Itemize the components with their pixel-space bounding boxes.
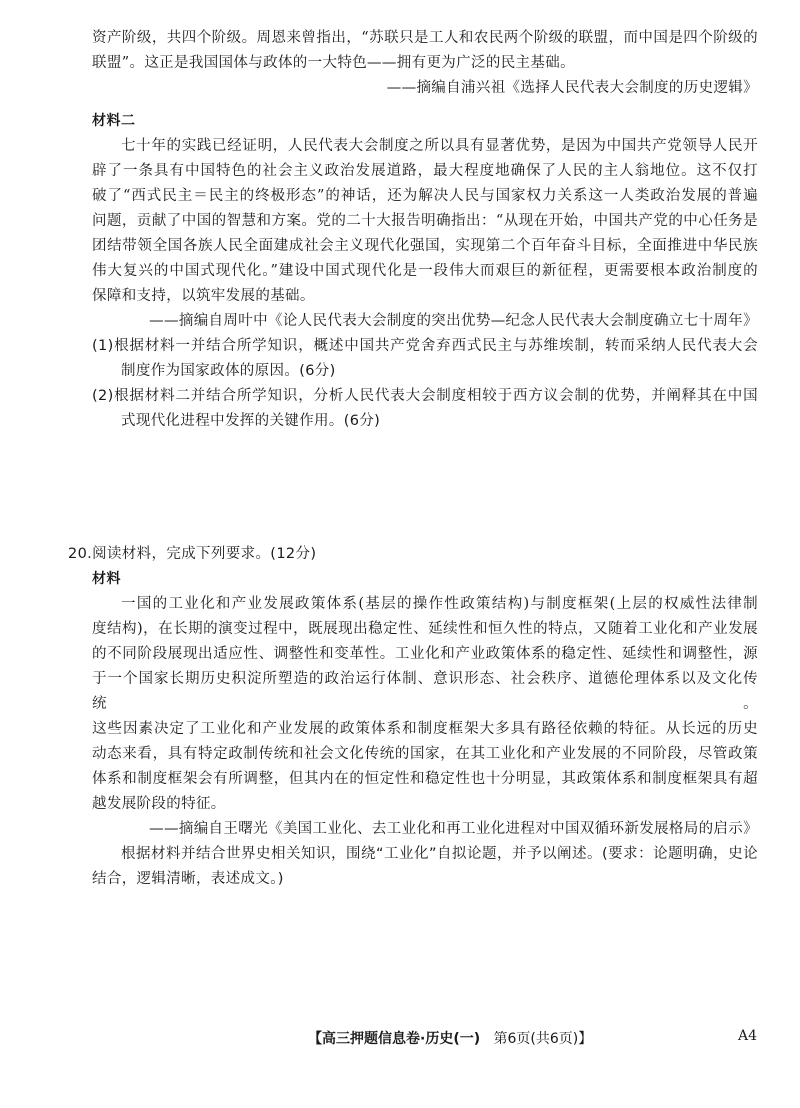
question-20-material-line: 这些因素决定了工业化和产业发展的政策体系和制度框架大多具有路径依赖的特征。从长远的历史 — [92, 721, 758, 737]
question-20-material-line: 一国的工业化和产业发展政策体系(基层的操作性政策结构)与制度框架(上层的权威性法律制 — [121, 596, 758, 612]
question-20-task-line: 根据材料并结合世界史相关知识，围绕“工业化”自拟论题，并予以阐述。(要求：论题明确，史论 — [121, 846, 758, 862]
question-20-source: ——摘编自王曙光《美国工业化、去工业化和再工业化进程对中国双循环新发展格局的启示》 — [149, 821, 758, 837]
material-two-source: ——摘编自周叶中《论人民代表大会制度的突出优势—纪念人民代表大会制度确立七十周年》 — [149, 313, 758, 329]
question-20-task-line: 结合，逻辑清晰，表述成文。) — [92, 871, 284, 887]
footer-page-number: 第6页(共6页)】 — [493, 1031, 593, 1047]
question-20-material-line: 于一个国家长期历史积淀所塑造的政治运行体制、意识形态、社会秩序、道德伦理体系以及文化传统。 — [92, 671, 758, 712]
material-two-heading: 材料二 — [92, 113, 136, 129]
material-two-line: 团结带领全国各族人民全面建成社会主义现代化强国，实现第二个百年奋斗目标，全面推进中华民族 — [92, 238, 758, 254]
question-19-1-line: (1)根据材料一并结合所学知识，概述中国共产党舍弃西式民主与苏维埃制，转而采纳人民代表大会 — [92, 338, 758, 354]
footer-exam-title: 【高三押题信息卷·历史(一) — [308, 1031, 481, 1047]
material-one-line: 联盟”。这正是我国国体与政体的一大特色——拥有更为广泛的民主基础。 — [92, 55, 575, 71]
page-footer — [0, 1028, 800, 1052]
material-one-source: ——摘编自浦兴祖《选择人民代表大会制度的历史逻辑》 — [386, 80, 758, 96]
question-20-title: 20.阅读材料，完成下列要求。(12分) — [68, 546, 317, 562]
material-one-line: 资产阶级，共四个阶级。周恩来曾指出，“苏联只是工人和农民两个阶级的联盟，而中国是四个阶级的 — [92, 30, 758, 46]
question-19-1-line: 制度作为国家政体的原因。(6分) — [121, 363, 336, 379]
footer-title — [308, 1028, 592, 1048]
question-20-material-line: 动态来看，具有特定政制传统和社会文化传统的国家，在其工业化和产业发展的不同阶段，尽管政策 — [92, 746, 758, 762]
question-20-material-heading: 材料 — [92, 571, 121, 587]
question-20-material-line: 体系和制度框架会有所调整，但其内在的恒定性和稳定性也十分明显，其政策体系和制度框架具有超 — [92, 771, 758, 787]
question-20-material-line: 的不同阶段展现出适应性、调整性和变革性。工业化和产业政策体系的稳定性、延续性和调整性，源 — [92, 646, 758, 662]
footer-paper-code: A4 — [738, 1028, 758, 1044]
exam-page — [68, 26, 758, 892]
question-19-2-line: (2)根据材料二并结合所学知识，分析人民代表大会制度相较于西方议会制的优势，并阐释其在中国 — [92, 388, 758, 404]
material-two-line: 问题，贡献了中国的智慧和方案。党的二十大报告明确指出：“从现在开始，中国共产党的中心任务是 — [92, 213, 758, 229]
question-20-material-line: 度结构)，在长期的演变过程中，既展现出稳定性、延续性和恒久性的特点，又随着工业化和产业发展 — [92, 621, 758, 637]
material-two-line: 破了“西式民主＝民主的终极形态”的神话，还为解决人民与国家权力关系这一人类政治发展的普遍 — [92, 188, 758, 204]
material-two-line: 伟大复兴的中国式现代化。”建设中国式现代化是一段伟大而艰巨的新征程，更需要根本政治制度的 — [92, 263, 758, 279]
question-20-material-line: 越发展阶段的特征。 — [92, 796, 226, 812]
material-two-line: 辟了一条具有中国特色的社会主义政治发展道路，最大程度地确保了人民的主人翁地位。这不仅打 — [92, 163, 758, 179]
material-two-line: 保障和支持，以筑牢发展的基础。 — [92, 288, 315, 304]
material-two-line: 七十年的实践已经证明，人民代表大会制度之所以具有显著优势，是因为中国共产党领导人民开 — [121, 138, 758, 154]
question-19-2-line: 式现代化进程中发挥的关键作用。(6分) — [121, 413, 381, 429]
